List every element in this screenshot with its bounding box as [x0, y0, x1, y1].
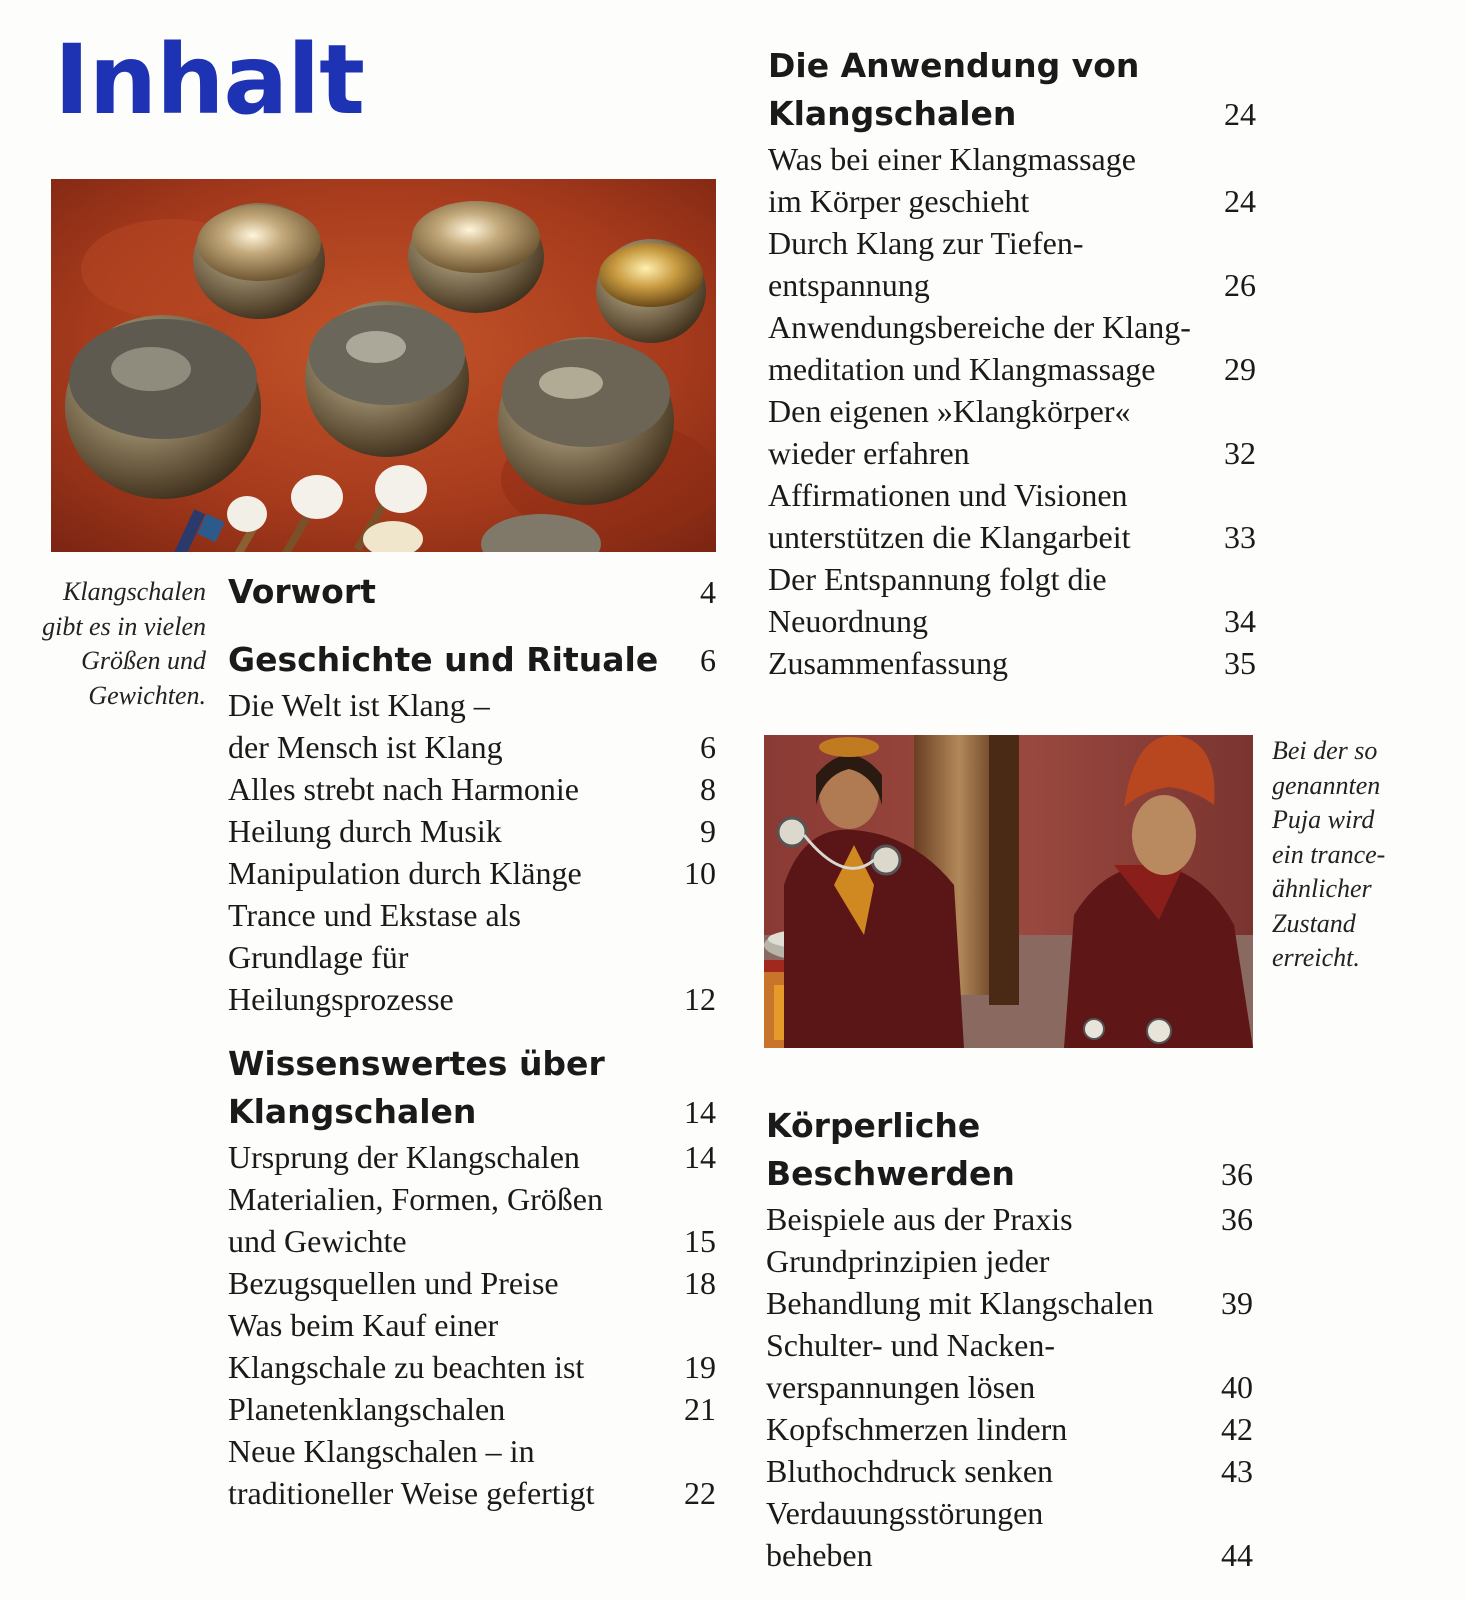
toc-entry-text: Zusammenfassung — [768, 645, 1008, 681]
caption-line: ein trance- — [1272, 839, 1386, 869]
toc-section-heading-text: Klangschalen — [228, 1092, 477, 1131]
toc-section-heading[interactable] — [768, 42, 1256, 138]
caption-line: Größen und — [81, 646, 206, 675]
toc-entry-text: Beispiele aus der Praxis — [766, 1201, 1073, 1237]
toc-entry-text: Was bei einer Klangmassage — [768, 141, 1136, 177]
toc-entry-text: Affirmationen und Visionen — [768, 477, 1128, 513]
toc-entry-text: Grundprinzipien jeder — [766, 1243, 1050, 1279]
toc-left-column — [228, 568, 716, 1514]
toc-entry-text: Ursprung der Klangschalen — [228, 1139, 580, 1175]
toc-section-heading-line — [228, 636, 716, 684]
toc-section-heading-line — [228, 1040, 716, 1088]
toc-entry-line — [228, 1178, 716, 1220]
toc-entry[interactable] — [766, 1450, 1253, 1492]
toc-entry-line — [228, 810, 716, 852]
toc-entry-line — [228, 1430, 716, 1472]
toc-entry-line — [228, 1220, 716, 1262]
toc-entry-text: verspannungen lösen — [766, 1369, 1036, 1405]
toc-entry-text: Anwendungsbereiche der Klang- — [768, 309, 1191, 345]
toc-entry-text: Alles strebt nach Harmonie — [228, 771, 579, 807]
toc-entry-line — [766, 1240, 1253, 1282]
puja-monks-photo — [764, 735, 1253, 1048]
page-number: 39 — [1221, 1285, 1253, 1321]
toc-entry-line — [768, 474, 1256, 516]
toc-entry[interactable] — [768, 390, 1256, 474]
page-number: 21 — [684, 1391, 716, 1427]
toc-entry-line — [766, 1282, 1253, 1324]
toc-entry[interactable] — [228, 1262, 716, 1304]
toc-entry-text: Trance und Ekstase als — [228, 897, 521, 933]
toc-section-heading-text: Geschichte und Rituale — [228, 640, 659, 679]
toc-section-heading-line — [768, 42, 1256, 90]
page-number: 6 — [700, 642, 716, 678]
toc-section-heading-text: Wissenswertes über — [228, 1044, 605, 1083]
toc-entry-line — [768, 264, 1256, 306]
toc-entry-line — [228, 1136, 716, 1178]
caption-line: gibt es in vielen — [42, 611, 206, 641]
toc-entry-text: Planetenklangschalen — [228, 1391, 506, 1427]
toc-entry-text: Heilung durch Musik — [228, 813, 502, 849]
page-number: 40 — [1221, 1369, 1253, 1405]
toc-entry-line — [766, 1324, 1253, 1366]
page-number: 36 — [1221, 1201, 1253, 1237]
toc-entry-line — [768, 558, 1256, 600]
page-number: 36 — [1221, 1156, 1253, 1192]
caption-line: Puja wird — [1272, 805, 1375, 834]
page-title: Inhalt — [54, 24, 364, 136]
toc-section-heading-line — [228, 1088, 716, 1136]
caption-line: genannten — [1272, 770, 1381, 800]
toc-entry-line — [768, 642, 1256, 684]
toc-entry-text: Bezugsquellen und Preise — [228, 1265, 559, 1301]
page-number: 24 — [1224, 96, 1256, 132]
toc-entry[interactable] — [228, 768, 716, 810]
toc-entry[interactable] — [766, 1240, 1253, 1324]
page-number: 15 — [684, 1223, 716, 1259]
toc-entry-line — [228, 1262, 716, 1304]
section-gap — [228, 1020, 716, 1040]
toc-entry-line — [228, 1346, 716, 1388]
page-number: 29 — [1224, 351, 1256, 387]
toc-entry-line — [766, 1450, 1253, 1492]
toc-entry-line — [228, 726, 716, 768]
toc-entry-line — [768, 600, 1256, 642]
toc-entry-line — [228, 1388, 716, 1430]
toc-section-heading[interactable] — [228, 636, 716, 684]
page-number: 19 — [684, 1349, 716, 1385]
section-gap — [228, 616, 716, 636]
page-number: 42 — [1221, 1411, 1253, 1447]
toc-entry-line — [766, 1492, 1253, 1534]
toc-entry-text: Den eigenen »Klangkörper« — [768, 393, 1131, 429]
toc-entry-text: Materialien, Formen, Größen — [228, 1181, 603, 1217]
toc-entry-line — [768, 348, 1256, 390]
toc-section-heading-line — [228, 568, 716, 616]
page-number: 6 — [700, 729, 716, 765]
toc-entry-line — [228, 978, 716, 1020]
toc-section-heading[interactable] — [228, 568, 716, 616]
page-number: 12 — [684, 981, 716, 1017]
toc-entry-line — [766, 1366, 1253, 1408]
caption-line: Bei der so — [1272, 736, 1378, 765]
toc-entry-line — [228, 936, 716, 978]
toc-section-heading-text: Die Anwendung von — [768, 46, 1140, 85]
toc-entry-text: der Mensch ist Klang — [228, 729, 503, 765]
toc-entry-line — [766, 1534, 1253, 1576]
caption-line: Klangschalen — [63, 577, 206, 606]
toc-entry-line — [228, 1472, 716, 1514]
caption-line: Gewichten. — [88, 680, 206, 710]
toc-entry-text: Klangschale zu beachten ist — [228, 1349, 585, 1385]
toc-section-heading-text: Klangschalen — [768, 94, 1017, 133]
page-number: 43 — [1221, 1453, 1253, 1489]
puja-caption — [1272, 734, 1452, 976]
toc-entry[interactable] — [768, 558, 1256, 642]
page-number: 14 — [684, 1139, 716, 1175]
toc-entry-text: beheben — [766, 1537, 873, 1573]
toc-entry-line — [228, 684, 716, 726]
toc-entry-text: Manipulation durch Klänge — [228, 855, 582, 891]
toc-entry-text: unterstützen die Klangarbeit — [768, 519, 1131, 555]
toc-entry-text: wieder erfahren — [768, 435, 970, 471]
toc-entry-text: und Gewichte — [228, 1223, 407, 1259]
toc-entry[interactable] — [228, 1178, 716, 1262]
toc-entry-line — [228, 852, 716, 894]
toc-section-heading-text: Vorwort — [228, 572, 376, 611]
toc-entry[interactable] — [768, 642, 1256, 684]
toc-entry-line — [768, 432, 1256, 474]
page-number: 32 — [1224, 435, 1256, 471]
toc-entry[interactable] — [768, 474, 1256, 558]
toc-entry-text: Was beim Kauf einer — [228, 1307, 499, 1343]
toc-section-heading-line — [768, 90, 1256, 138]
toc-entry[interactable] — [768, 306, 1256, 390]
page-number: 26 — [1224, 267, 1256, 303]
toc-entry-text: Grundlage für — [228, 939, 409, 975]
toc-section-heading[interactable] — [228, 1040, 716, 1136]
toc-section-heading[interactable] — [766, 1102, 1253, 1198]
toc-entry[interactable] — [766, 1408, 1253, 1450]
toc-entry-text: Neue Klangschalen – in — [228, 1433, 535, 1469]
toc-entry[interactable] — [228, 684, 716, 768]
toc-entry-line — [228, 1304, 716, 1346]
toc-entry[interactable] — [228, 894, 716, 1020]
toc-entry-text: Heilungsprozesse — [228, 981, 454, 1017]
page-number: 10 — [684, 855, 716, 891]
toc-entry-line — [768, 138, 1256, 180]
toc-entry-text: Bluthochdruck senken — [766, 1453, 1054, 1489]
toc-entry-text: Kopfschmerzen lindern — [766, 1411, 1068, 1447]
caption-line: erreicht. — [1272, 943, 1360, 972]
toc-entry-line — [228, 894, 716, 936]
singing-bowls-photo — [51, 179, 716, 552]
toc-entry[interactable] — [228, 1304, 716, 1388]
toc-entry-line — [766, 1198, 1253, 1240]
bowls-caption — [24, 575, 206, 713]
toc-entry-text: Der Entspannung folgt die — [768, 561, 1107, 597]
toc-entry[interactable] — [768, 222, 1256, 306]
toc-entry-text: Die Welt ist Klang – — [228, 687, 490, 723]
toc-entry-line — [768, 390, 1256, 432]
toc-entry[interactable] — [228, 810, 716, 852]
toc-entry-line — [228, 768, 716, 810]
toc-entry-line — [768, 516, 1256, 558]
page-number: 34 — [1224, 603, 1256, 639]
page-number: 9 — [700, 813, 716, 849]
toc-entry-text: entspannung — [768, 267, 930, 303]
toc-entry-line — [768, 306, 1256, 348]
caption-line: ähnlicher — [1272, 874, 1372, 903]
toc-right-bottom-column — [766, 1102, 1253, 1576]
toc-entry-text: im Körper geschieht — [768, 183, 1030, 219]
page-number: 33 — [1224, 519, 1256, 555]
toc-entry-text: meditation und Klangmassage — [768, 351, 1156, 387]
toc-entry-line — [766, 1408, 1253, 1450]
page-number: 44 — [1221, 1537, 1253, 1573]
page-number: 14 — [684, 1094, 716, 1130]
page-number: 35 — [1224, 645, 1256, 681]
toc-entry-text: Schulter- und Nacken- — [766, 1327, 1056, 1363]
toc-entry[interactable] — [766, 1324, 1253, 1408]
toc-entry-line — [768, 222, 1256, 264]
page-number: 24 — [1224, 183, 1256, 219]
toc-entry-text: Durch Klang zur Tiefen- — [768, 225, 1084, 261]
toc-entry[interactable] — [766, 1492, 1253, 1576]
caption-line: Zustand — [1272, 908, 1356, 938]
page-number: 18 — [684, 1265, 716, 1301]
toc-entry[interactable] — [766, 1198, 1253, 1240]
toc-entry[interactable] — [768, 138, 1256, 222]
toc-entry[interactable] — [228, 852, 716, 894]
toc-section-heading-text: Körperliche Beschwerden — [766, 1106, 1015, 1193]
page-number: 8 — [700, 771, 716, 807]
toc-section-heading-line — [766, 1102, 1253, 1198]
toc-entry[interactable] — [228, 1430, 716, 1514]
toc-entry-text: traditioneller Weise gefertigt — [228, 1475, 595, 1511]
toc-right-top-column — [768, 42, 1256, 684]
toc-entry[interactable] — [228, 1136, 716, 1178]
toc-entry-text: Verdauungsstörungen — [766, 1495, 1044, 1531]
toc-entry-text: Neuordnung — [768, 603, 928, 639]
toc-entry-text: Behandlung mit Klangschalen — [766, 1285, 1154, 1321]
toc-entry[interactable] — [228, 1388, 716, 1430]
page-number: 4 — [700, 574, 716, 610]
page-number: 22 — [684, 1475, 716, 1511]
toc-entry-line — [768, 180, 1256, 222]
